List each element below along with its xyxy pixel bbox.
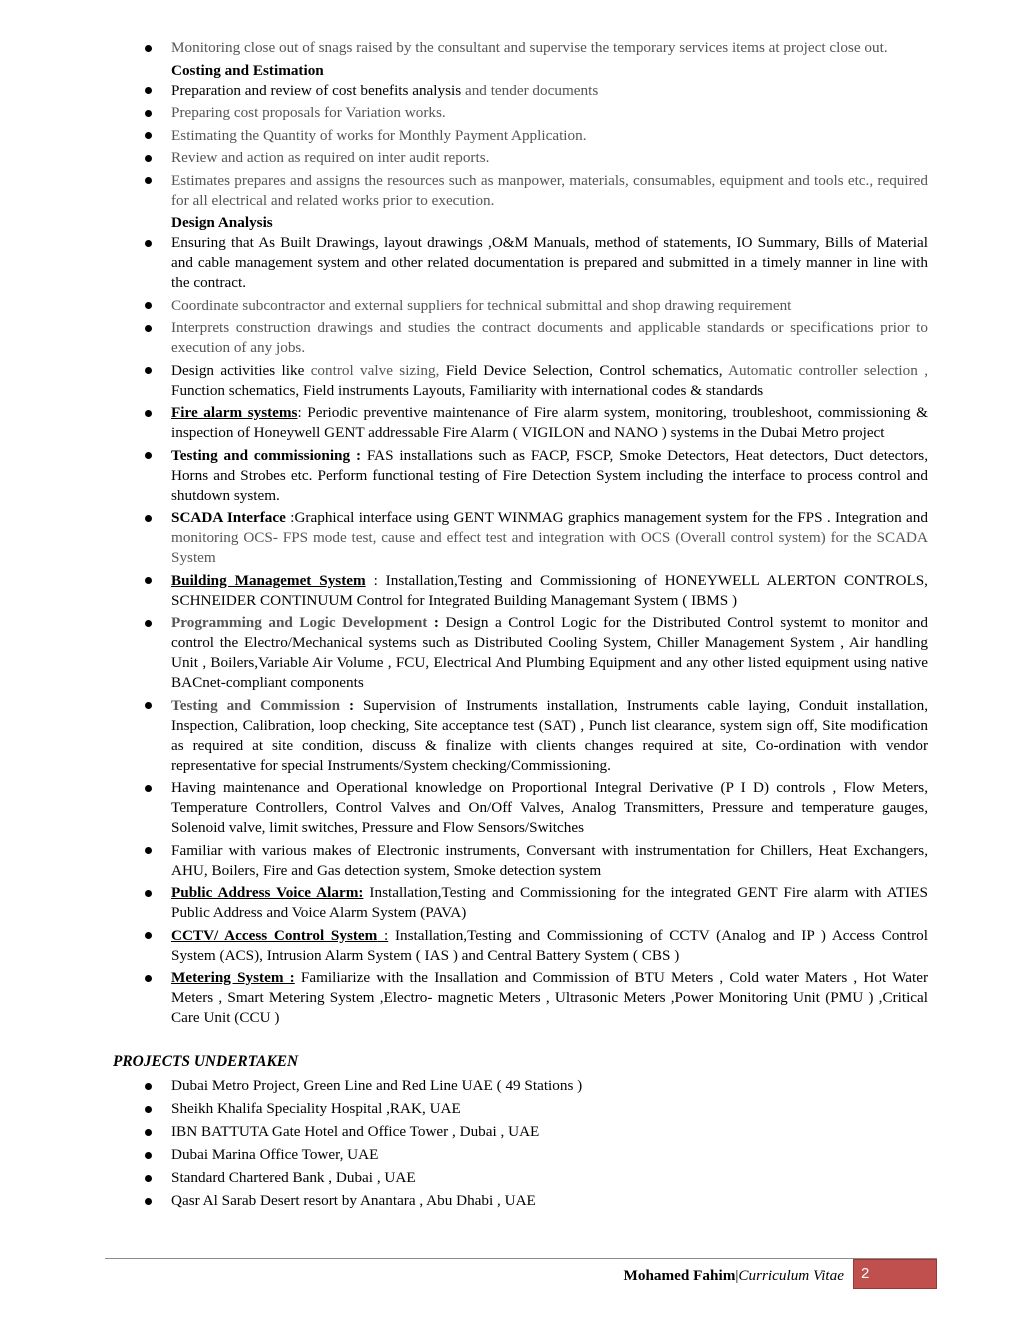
item-text-gray: Automatic controller selection ,: [728, 361, 928, 379]
footer-cv-label: Curriculum Vitae: [738, 1267, 844, 1284]
list-item: Sheikh Khalifa Speciality Hospital ,RAK, UAE: [0, 1099, 1024, 1119]
footer-name: Mohamed Fahim: [623, 1267, 736, 1284]
page-number: 2: [861, 1265, 870, 1282]
footer-divider: [105, 1258, 937, 1259]
list-item: [0, 361, 1024, 401]
list-item-testing-commission: [0, 696, 1024, 776]
list-item: Standard Chartered Bank , Dubai , UAE: [0, 1168, 1024, 1188]
document-body: [0, 38, 1024, 1214]
item-text: Installation,Testing and Commissioning for the integrated GENT Fire alarm with ATIES Public Address and Voice Alarm System (PAVA): [171, 884, 929, 921]
list-item: Estimating the Quantity of works for Monthly Payment Application.: [0, 126, 1024, 146]
item-text: Design a Control Logic for the Distributed Control systemt to monitor and control the Electro/Mechanical systems such as Distributed Cooling System, Chiller Management System , Air handling Unit , Boilers,Variable Air Volume , FCU, Electrical And Plumbing Equipment and any other listed equipment using native BACnet-compliant components: [171, 614, 928, 691]
list-item: Interprets construction drawings and studies the contract documents and applicable standards or specifications prior to execution of any jobs.: [0, 318, 1024, 358]
list-item-fire-alarm: [0, 403, 1024, 443]
item-label: Building Managemet System: [171, 571, 366, 589]
list-item: [0, 81, 1024, 101]
list-item: IBN BATTUTA Gate Hotel and Office Tower , Dubai , UAE: [0, 1122, 1024, 1142]
list-item-familiar: Familiar with various makes of Electronic instruments, Conversant with instrumentation for Chillers, Heat Exchangers, AHU, Boilers, Fire and Gas detection system, Smoke detection system: [0, 841, 1024, 881]
item-text: FAS installations such as FACP, FSCP, Smoke Detectors, Heat detectors, Duct detectors, Horns and Strobes etc. Perform functional testing of Fire Detection System including the interface to process control and shutdown system.: [171, 446, 928, 504]
page-number-box: [853, 1259, 937, 1289]
list-item-programming: [0, 613, 1024, 693]
item-label: SCADA Interface: [171, 509, 286, 526]
list-item-pava: [0, 883, 1024, 923]
list-item: Review and action as required on inter audit reports.: [0, 148, 1024, 168]
item-label: Metering System :: [171, 969, 295, 986]
item-label-colon: :: [377, 926, 389, 944]
bullet-list-top: [0, 38, 1024, 58]
list-item: Qasr Al Sarab Desert resort by Anantara , Abu Dhabi , UAE: [0, 1191, 1024, 1211]
item-label-colon: :: [340, 696, 355, 714]
list-item: Dubai Metro Project, Green Line and Red Line UAE ( 49 Stations ): [0, 1076, 1024, 1096]
item-text: :Graphical interface using GENT WINMAG graphics management system for the FPS . Integration and: [285, 509, 928, 526]
list-item: Dubai Marina Office Tower, UAE: [0, 1145, 1024, 1165]
list-item: Estimates prepares and assigns the resources such as manpower, materials, consumables, equipment and tools etc., required for all electrical and related works prior to execution.: [0, 171, 1024, 211]
list-item: Preparing cost proposals for Variation works.: [0, 103, 1024, 123]
item-text: Function schematics, Field instruments Layouts, Familiarity with international codes & standards: [171, 381, 764, 399]
item-label: Programming and Logic Development: [171, 614, 428, 631]
list-item-scada: [0, 508, 1024, 568]
bullet-list-costing: [0, 81, 1024, 211]
footer-separator: |: [735, 1267, 739, 1284]
bullet-list-design: [0, 233, 1024, 1028]
subheading-costing: Costing and Estimation: [171, 61, 324, 79]
item-label: Testing and commissioning :: [171, 446, 361, 464]
footer-title: [624, 1266, 844, 1286]
item-label-colon: :: [427, 614, 439, 631]
list-item: Coordinate subcontractor and external suppliers for technical submittal and shop drawing requirement: [0, 296, 1024, 316]
list-item-metering: [0, 968, 1024, 1028]
list-item: Monitoring close out of snags raised by the consultant and supervise the temporary services items at project close out.: [0, 38, 1024, 58]
item-text: Preparation and review of cost benefits analysis: [171, 81, 462, 99]
item-text: Design activities like: [171, 361, 311, 379]
item-label: Public Address Voice Alarm:: [171, 884, 364, 901]
list-item-testing-commissioning: [0, 446, 1024, 506]
list-item-maintenance: Having maintenance and Operational knowledge on Proportional Integral Derivative (P I D) controls , Flow Meters, Temperature Controllers, Control Valves and On/Off Valves, Analog Transmitters, Pressure and temperature gauges, Solenoid valve, limit switches, Pressure and Flow Sensors/Switches: [0, 778, 1024, 838]
item-text-gray: and tender documents: [461, 81, 599, 99]
item-text: Field Device Selection, Control schematics,: [439, 361, 729, 379]
item-text: Supervision of Instruments installation, Instruments cable laying, Conduit installation, Inspection, Calibration, loop checking, Site acceptance test (SAT) , Punch list clearance, system sign off, Site modification as required at site condition, discuss & finalize with clients changes required at site, Co-ordination with vendor representative for special Instruments/System checking/Commissioning.: [171, 696, 929, 774]
item-text-gray: control valve sizing,: [310, 361, 440, 379]
item-text: Installation,Testing and Commissioning of CCTV (Analog and IP ) Access Control System (ACS), Intrusion Alarm System ( IAS ) and Central Battery System ( CBS ): [171, 926, 928, 964]
item-text: : Installation,Testing and Commissioning of HONEYWELL ALERTON CONTROLS, SCHNEIDER CONTINUUM Control for Integrated Building Managemant System ( IBMS ): [171, 571, 928, 609]
item-text: : Periodic preventive maintenance of Fire alarm system, monitoring, troubleshoot, commissioning & inspection of Honeywell GENT addressable Fire Alarm ( VIGILON and NANO ) systems in the Dubai Metro project: [171, 404, 928, 441]
item-text-gray: monitoring OCS- FPS mode test, cause and effect test and integration with OCS (Overall control system) for the SCADA System: [171, 529, 928, 566]
list-item: Ensuring that As Built Drawings, layout drawings ,O&M Manuals, method of statements, IO Summary, Bills of Material and cable management system and other related documentation is prepared and submitted in a timely manner in line with the contract.: [0, 233, 1024, 293]
item-label: CCTV/ Access Control System: [171, 926, 378, 944]
item-label: Fire alarm systems: [171, 404, 298, 421]
list-item-bms: [0, 571, 1024, 611]
item-text: Familiarize with the Insallation and Commission of BTU Meters , Cold water Maters , Hot Water Meters , Smart Metering System ,Electro- magnetic Meters , Ultrasonic Meters ,Power Monitoring Unit (PMU ) ,Critical Care Unit (CCU ): [171, 969, 928, 1026]
subheading-design: Design Analysis: [171, 214, 273, 231]
bullet-list-projects: [0, 1076, 1024, 1211]
list-item-cctv: [0, 926, 1024, 966]
item-label: Testing and Commission: [171, 696, 341, 714]
section-heading-projects: PROJECTS UNDERTAKEN: [113, 1053, 299, 1070]
